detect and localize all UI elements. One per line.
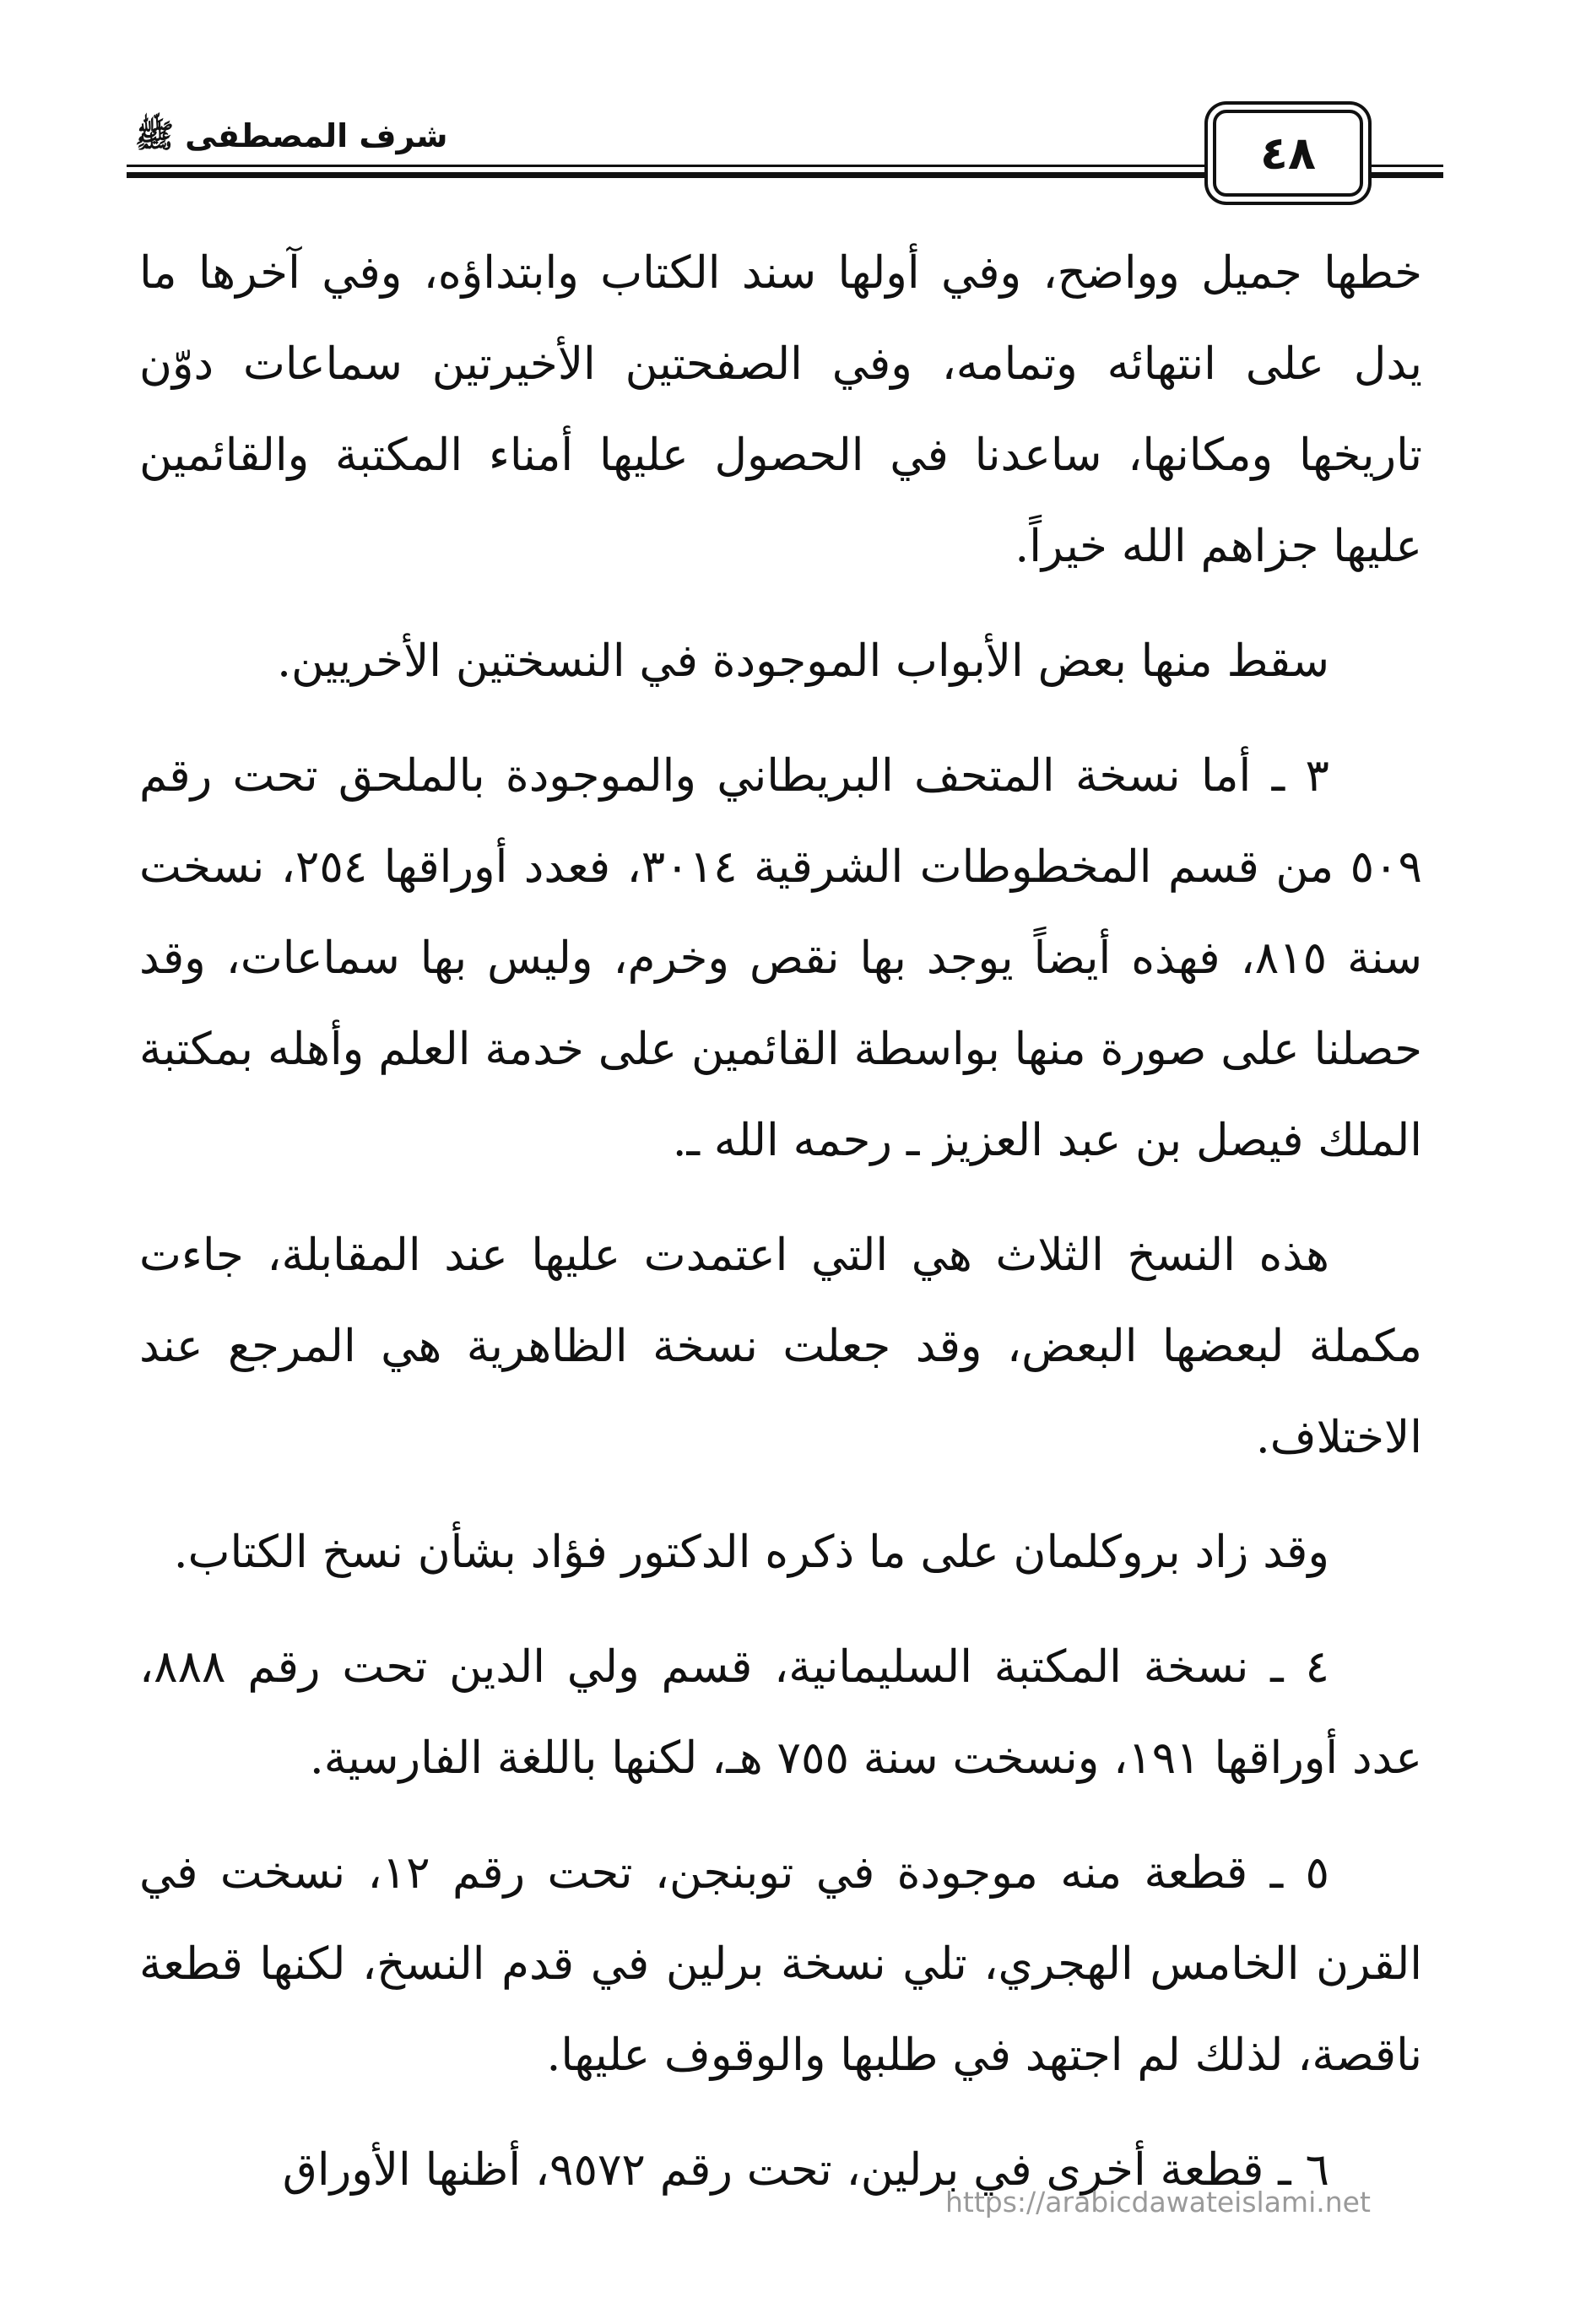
paragraph-item-6: ٦ ـ قطعة أخرى في برلين، تحت رقم ٩٥٧٢، أظنها الأوراق xyxy=(282,2144,1329,2196)
running-title: شرف المصطفى ﷺ xyxy=(127,115,457,157)
page-number: ٤٨ xyxy=(1213,110,1363,197)
paragraph-item-3: ٣ ـ أما نسخة المتحف البريطاني والموجودة بالملحق تحت رقم ٥٠٩ من قسم المخطوطات الشرقية ٣٠١٤، فعدد أوراقها ٢٥٤، نسخت سنة ٨١٥، فهذه أيضاً يوجد بها نقص وخرم، وليس بها سماعات، وقد حصلنا على صورة منها بواسطة القائمين على خدمة العلم وأهله بمكتبة الملك فيصل بن عبد العزيز ـ رحمه الله ـ. xyxy=(139,750,1422,1166)
paragraph-item-5: ٥ ـ قطعة منه موجودة في توبنجن، تحت رقم ١٢، نسخت في القرن الخامس الهجري، تلي نسخة برلين في قدم النسخ، لكنها قطعة ناقصة، لذلك لم اجتهد في طلبها والوقوف عليها. xyxy=(139,1847,1422,2081)
watermark-url: https://arabicdawateislami.net xyxy=(945,2186,1371,2219)
page-header xyxy=(127,110,1443,203)
paragraph-brockelmann: وقد زاد بروكلمان على ما ذكره الدكتور فؤاد بشأن نسخ الكتاب. xyxy=(173,1527,1329,1578)
paragraph-manuscript-description: خطها جميل وواضح، وفي أولها سند الكتاب وابتداؤه، وفي آخرها ما يدل على انتهائه وتمامه، وفي الصفحتين الأخيرتين سماعات دوّن تاريخها ومكانها، ساعدنا في الحصول عليها أمناء المكتبة والقائمين عليها جزاهم الله خيراً. xyxy=(139,247,1422,572)
paragraph-missing-chapters: سقط منها بعض الأبواب الموجودة في النسختين الأخريين. xyxy=(277,635,1329,687)
page-body xyxy=(139,228,1422,2240)
paragraph-three-copies: هذه النسخ الثلاث هي التي اعتمدت عليها عند المقابلة، جاءت مكملة لبعضها البعض، وقد جعلت نسخة الظاهرية هي المرجع عند الاختلاف. xyxy=(139,1230,1422,1463)
paragraph-item-4: ٤ ـ نسخة المكتبة السليمانية، قسم ولي الدين تحت رقم ٨٨٨، عدد أوراقها ١٩١، ونسخت سنة ٧٥٥ هـ، لكنها باللغة الفارسية. xyxy=(139,1641,1422,1784)
